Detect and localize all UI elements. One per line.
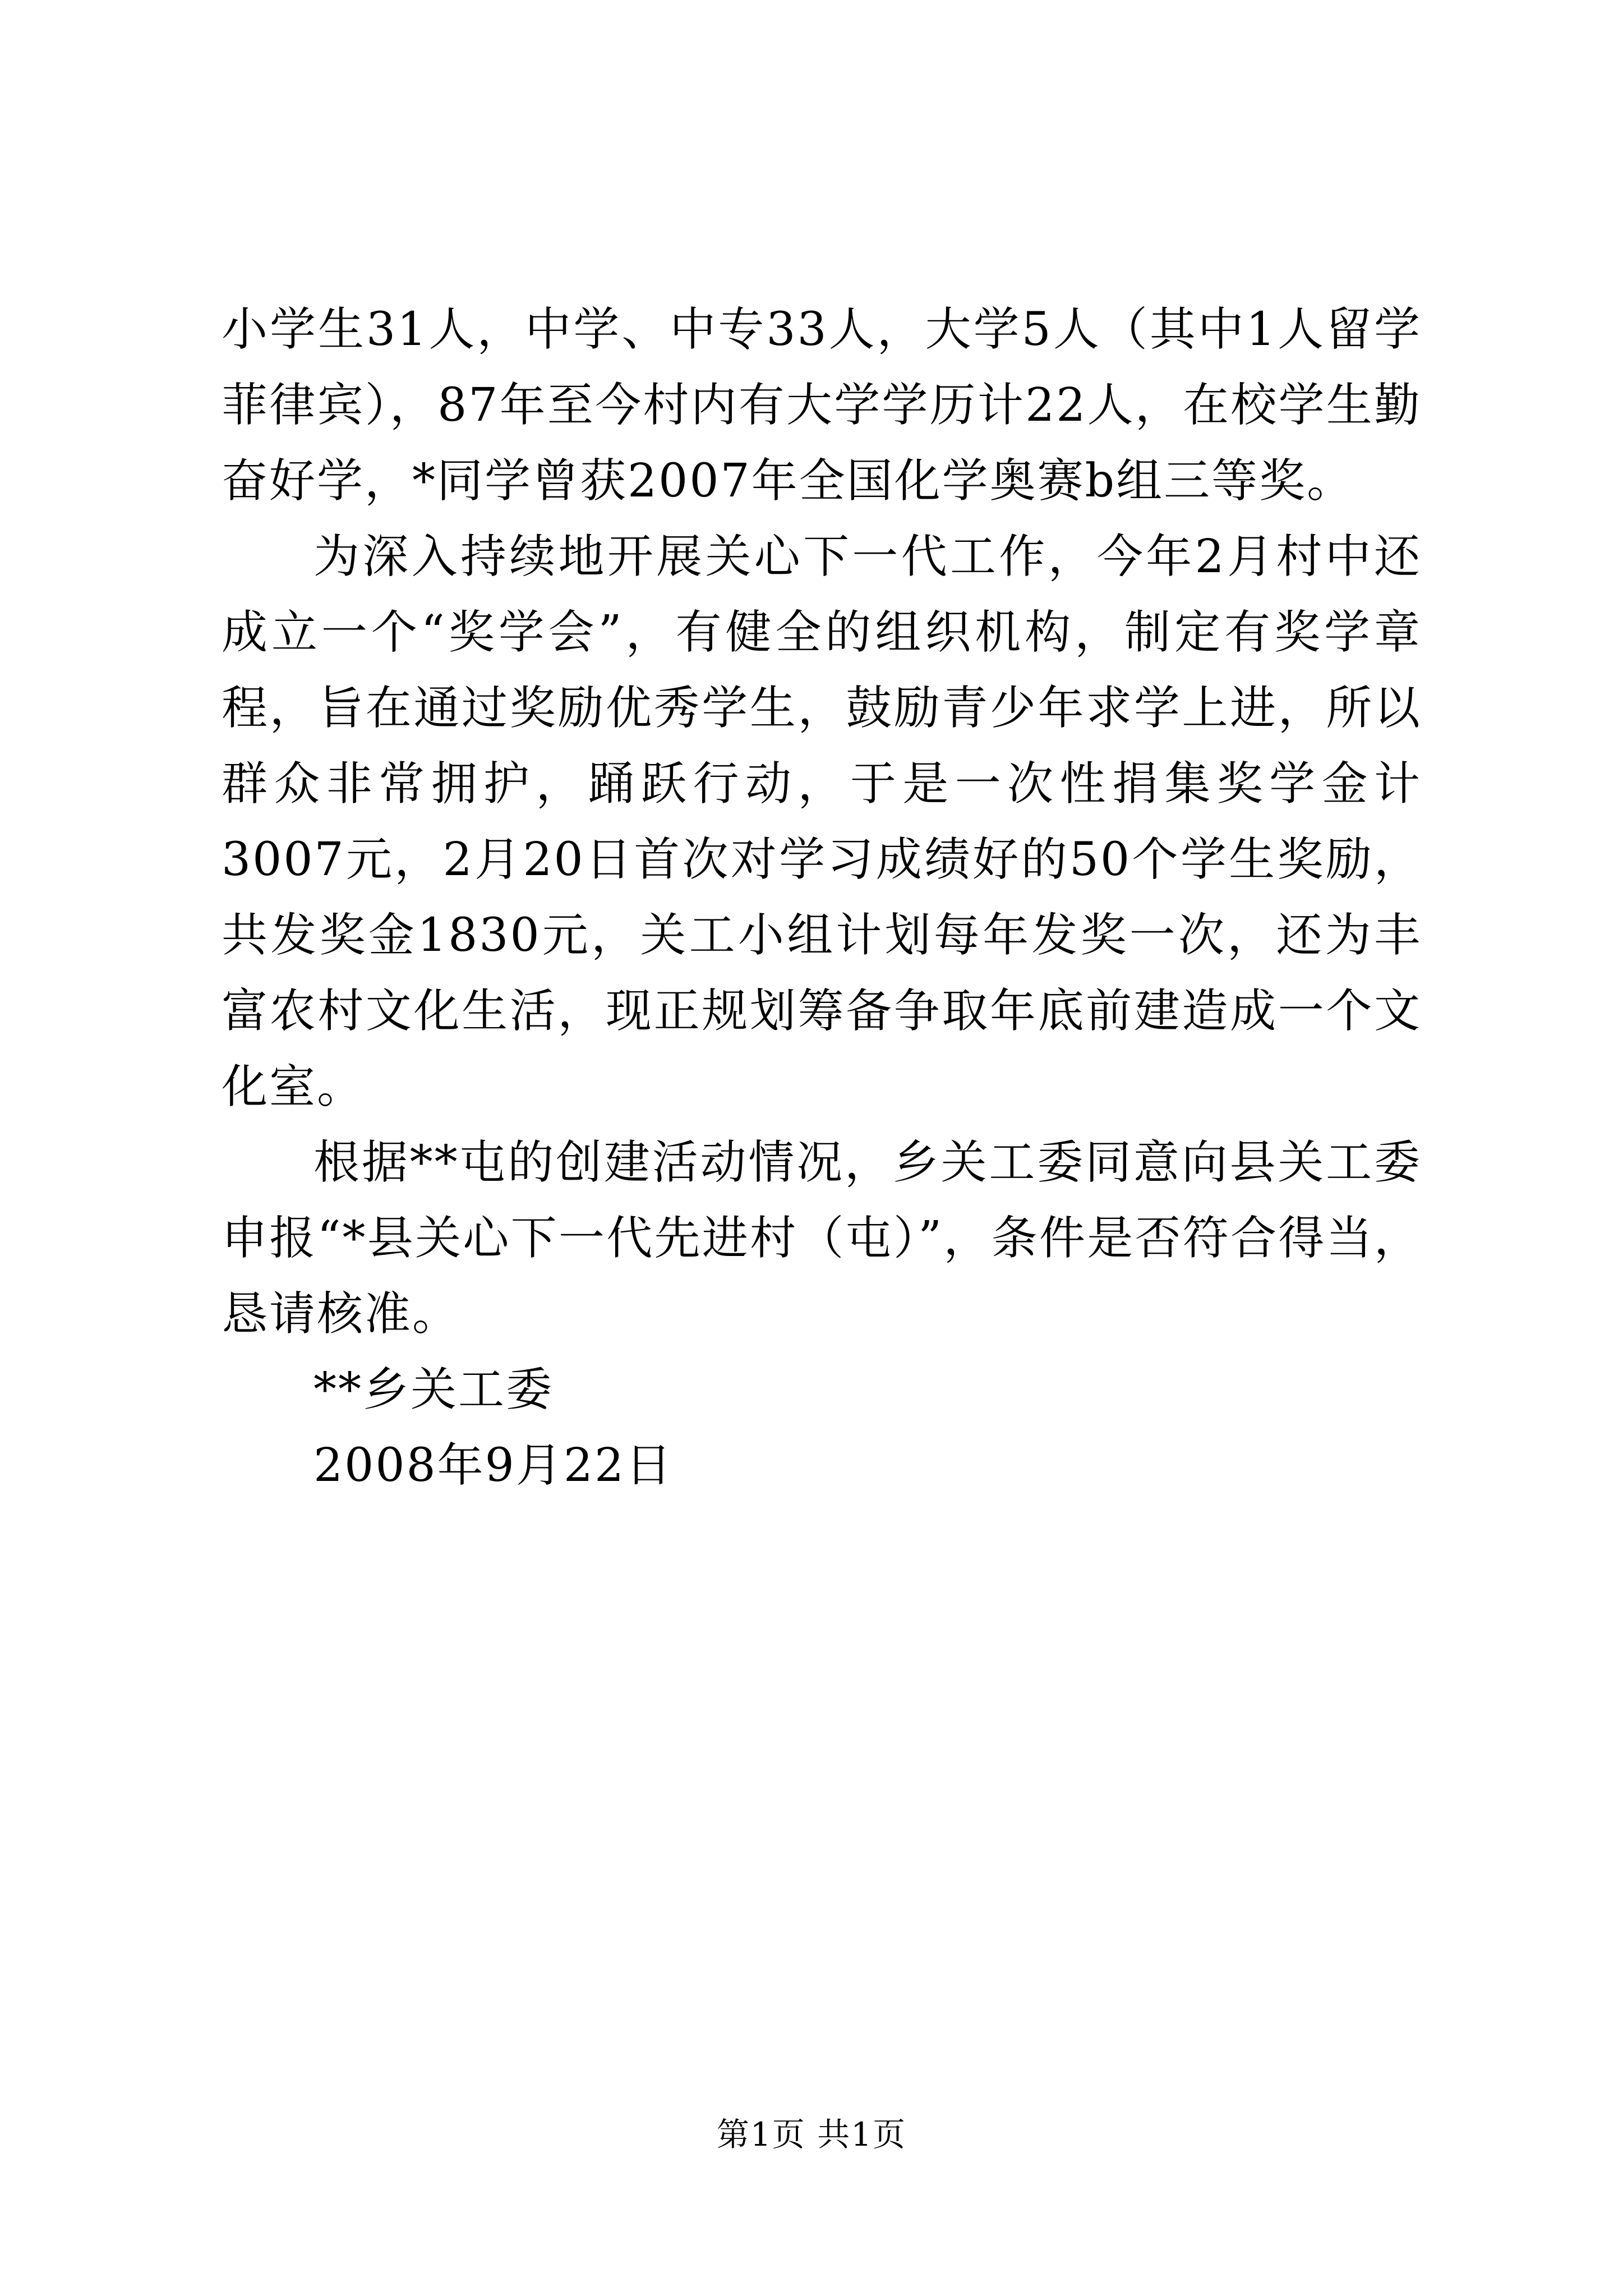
page-footer [0,2112,1623,2157]
paragraph-3: 根据**屯的创建活动情况，乡关工委同意向县关工委申报“*县关心下一代先进村（屯）”，条件是否符合得当，恳请核准。 [222,1136,1422,1341]
date: 2008年9月22日 [313,1439,674,1492]
paragraph-2: 为深入持续地开展关心下一代工作，今年2月村中还成立一个“奖学会”，有健全的组织机构，制定有奖学章程，旨在通过奖励优秀学生，鼓励青少年求学上进，所以群众非常拥护，踊跃行动，于是一次性捐集奖学金计3007元，2月20日首次对学习成绩好的50个学生奖励，共发奖金1830元，关工小组计划每年发奖一次，还为丰富农村文化生活，现正规划筹备争取年底前建造成一个文化室。 [222,530,1422,1114]
page-number-label: 第1页 共1页 [716,2115,907,2154]
document-body [222,292,1422,1503]
signature: **乡关工委 [313,1363,554,1416]
paragraph-1: 小学生31人，中学、中专33人，大学5人（其中1人留学菲律宾），87年至今村内有大学学历计22人，在校学生勤奋好学，*同学曾获2007年全国化学奥赛b组三等奖。 [222,303,1422,508]
